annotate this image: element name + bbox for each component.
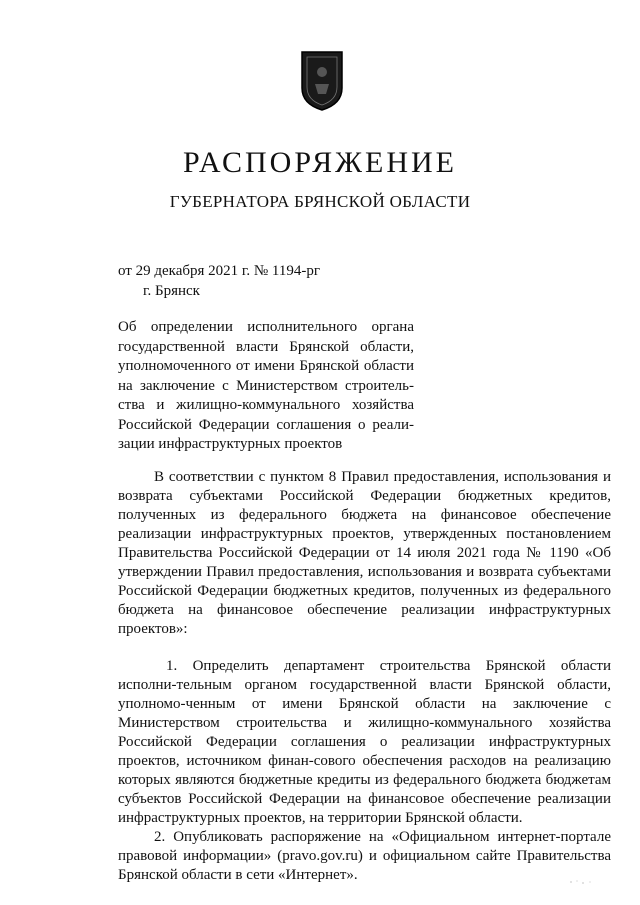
- document-subtitle: ГУБЕРНАТОРА БРЯНСКОЙ ОБЛАСТИ: [169, 192, 471, 211]
- preamble-paragraph: В соответствии с пунктом 8 Правил предоставления, использования и возврата субъектами Российской Федерации бюджетных кредитов, полученных из федерального бюджета на финансовое обеспечение реализации инфраструктурных проектов, утвержденных постановлением Правительства Российской Федерации от 14 июля 2021 года № 1190 «Об утверждении Правил предоставления, использования и возврата субъектами Российской Федерации бюджетных кредитов, полученных из федерального бюджета на финансовое обеспечение реализации инфраструктурных проектов»:: [118, 469, 611, 637]
- document-body: [118, 468, 611, 885]
- item-1-paragraph: 1. Определить департамент строительства Брянской области исполни-тельным органом государственной власти Брянской области, уполномо-ченным от имени Брянской области на заключение с Министерством строительства и жилищно-коммунального хозяйства Российской Федерации соглашения о реализации инфраструктурных проектов, источником финан-сового обеспечения расходов на реализацию которых являются бюджетные кредиты из федерального бюджета бюджетам субъектов Российской Федерации на финансовое обеспечение реализации инфраструктурных проектов, на территории Брянской области.: [118, 658, 611, 826]
- document-city: г. Брянск: [143, 283, 200, 299]
- scan-noise-marks: [568, 878, 598, 886]
- document-date: от 29 декабря 2021 г. № 1194-рг: [118, 263, 321, 279]
- document-subject: Об определении исполнительного органа государственной власти Брянской области, уполномоченного от имени Брянской области на заключение с Министерством строитель-ства и жилищно-коммунального хозяйства Российской Федерации соглашения о реали-зации инфраструктурных проектов: [118, 319, 414, 452]
- document-title: РАСПОРЯЖЕНИЕ: [182, 146, 458, 179]
- coat-of-arms-icon: [298, 50, 346, 112]
- item-2-paragraph: 2. Опубликовать распоряжение на «Официальном интернет-портале правовой информации» (pravo.gov.ru) и официальном сайте Правительства Брянской области в сети «Интернет».: [118, 829, 611, 883]
